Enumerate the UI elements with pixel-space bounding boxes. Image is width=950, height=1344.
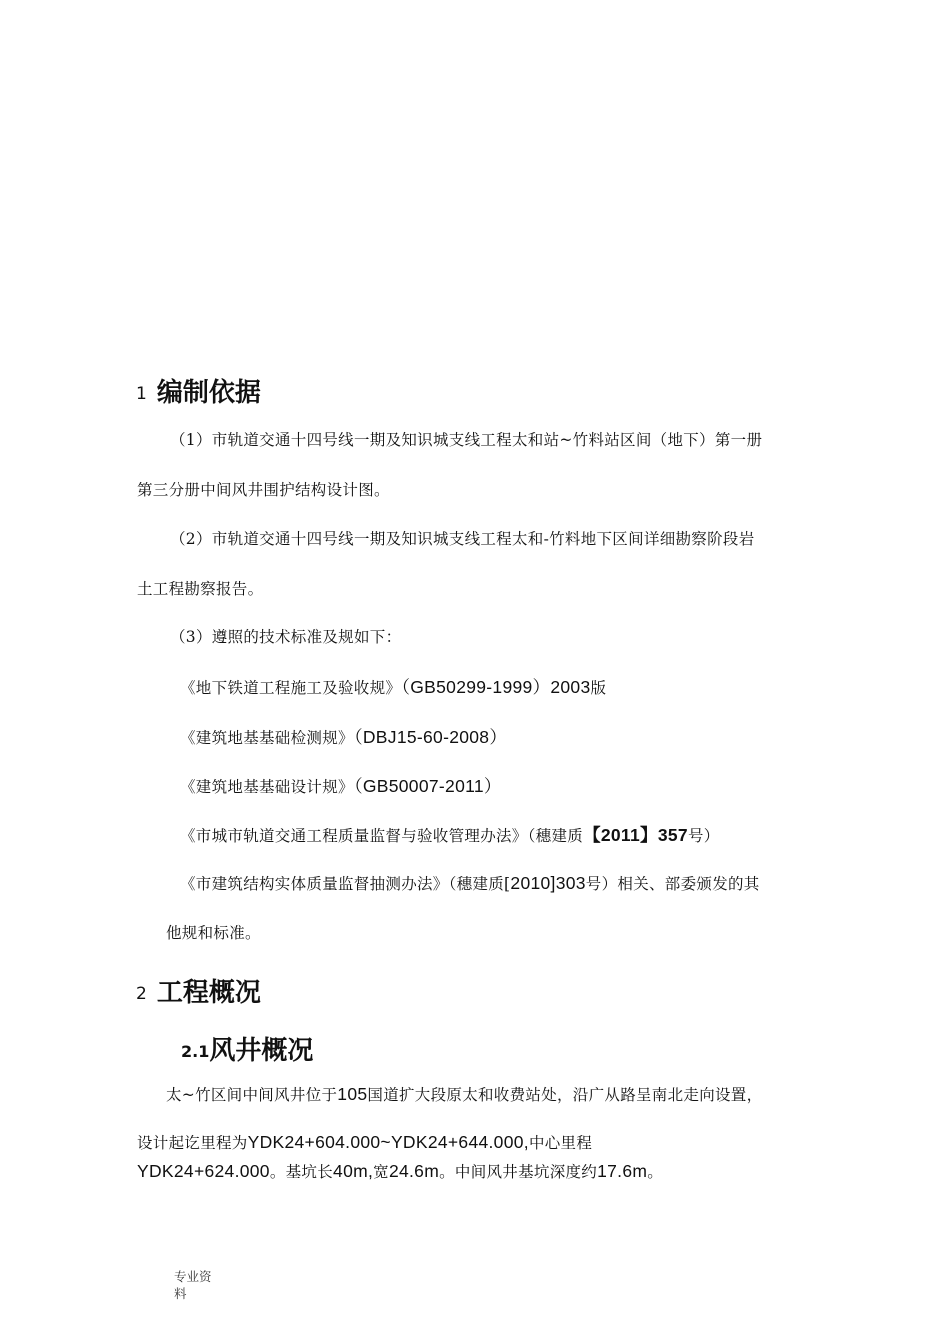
standard-name: 《市建筑结构实体质量监督抽测办法》（穗建质[ xyxy=(180,875,511,893)
text-run: 。 xyxy=(647,1163,664,1181)
standard-suffix: 号） xyxy=(687,827,720,845)
section-2-heading xyxy=(136,972,261,1009)
number-run: 105 xyxy=(337,1084,368,1104)
number-run: 17.6m xyxy=(597,1161,648,1181)
text-run: 设计起讫里程为 xyxy=(137,1134,248,1152)
section-title: 编制依据 xyxy=(156,378,261,408)
standard-code: （GB50007-2011） xyxy=(353,776,502,796)
footer-line: 专业资 xyxy=(174,1269,212,1284)
subsection-title: 风井概况 xyxy=(209,1036,314,1066)
item-marker: （2） xyxy=(170,530,212,548)
mileage-run: YDK24+624.000 xyxy=(137,1161,270,1181)
overview-line-2 xyxy=(137,1131,592,1153)
section-1-heading xyxy=(136,372,261,409)
number-run: 40m, xyxy=(333,1161,374,1181)
text-run: 。中间风井基坑深度约 xyxy=(439,1163,598,1181)
section-number: 1 xyxy=(136,384,147,404)
basis-item-2 xyxy=(170,527,755,549)
text-run: 中心里程 xyxy=(528,1134,593,1152)
standard-suffix: 号）相关、部委颁发的其 xyxy=(585,875,760,893)
standard-name: 《地下铁道工程施工及验收规》 xyxy=(180,679,402,697)
standard-code: （DBJ15-60-2008） xyxy=(353,727,508,747)
standard-item-cont: 他规和标准。 xyxy=(166,924,261,942)
item-marker: （3） xyxy=(170,628,212,646)
standard-suffix: 版 xyxy=(590,679,607,697)
text-run: 太~竹区间中间风井位于 xyxy=(166,1086,338,1104)
standard-item xyxy=(180,724,507,749)
basis-item-3 xyxy=(170,625,401,647)
standard-item xyxy=(180,674,606,699)
standard-name: 《建筑地基基础检测规》 xyxy=(180,729,354,747)
text-run: 。基坑长 xyxy=(269,1163,334,1181)
section-title: 工程概况 xyxy=(156,978,261,1008)
number-run: 24.6m xyxy=(388,1161,440,1181)
basis-item-2-cont: 土工程勘察报告。 xyxy=(137,580,264,598)
standard-code: 【2011】357 xyxy=(583,825,688,845)
text-run: 宽 xyxy=(373,1163,389,1181)
mileage-run: YDK24+604.000~YDK24+644.000, xyxy=(247,1132,529,1152)
item-text: 市轨道交通十四号线一期及知识城支线工程太和-竹料地下区间详细勘察阶段岩 xyxy=(211,530,755,548)
page-footer xyxy=(174,1268,212,1302)
standard-code: （GB50299-1999）2003 xyxy=(401,677,591,697)
standard-item xyxy=(180,872,760,894)
overview-line-3 xyxy=(137,1160,663,1182)
footer-line: 料 xyxy=(174,1286,187,1301)
standard-item xyxy=(180,773,502,798)
section-number: 2 xyxy=(136,984,147,1004)
standard-item xyxy=(180,822,720,847)
standard-name: 《建筑地基基础设计规》 xyxy=(180,778,354,796)
basis-item-1 xyxy=(170,428,762,450)
item-marker: （1） xyxy=(170,431,212,449)
standard-code: 2010]303 xyxy=(510,873,586,893)
subsection-heading xyxy=(181,1030,313,1067)
text-run: 国道扩大段原太和收费站处，沿广从路呈南北走向设置， xyxy=(367,1086,763,1104)
standard-name: 《市城市轨道交通工程质量监督与验收管理办法》（穗建质 xyxy=(180,827,584,845)
subsection-number: 2.1 xyxy=(181,1042,210,1061)
basis-item-1-cont: 第三分册中间风井围护结构设计图。 xyxy=(137,481,390,499)
item-text: 遵照的技术标准及规如下： xyxy=(211,628,402,646)
overview-line-1 xyxy=(166,1083,762,1105)
item-text: 市轨道交通十四号线一期及知识城支线工程太和站~竹料站区间（地下）第一册 xyxy=(211,431,763,449)
